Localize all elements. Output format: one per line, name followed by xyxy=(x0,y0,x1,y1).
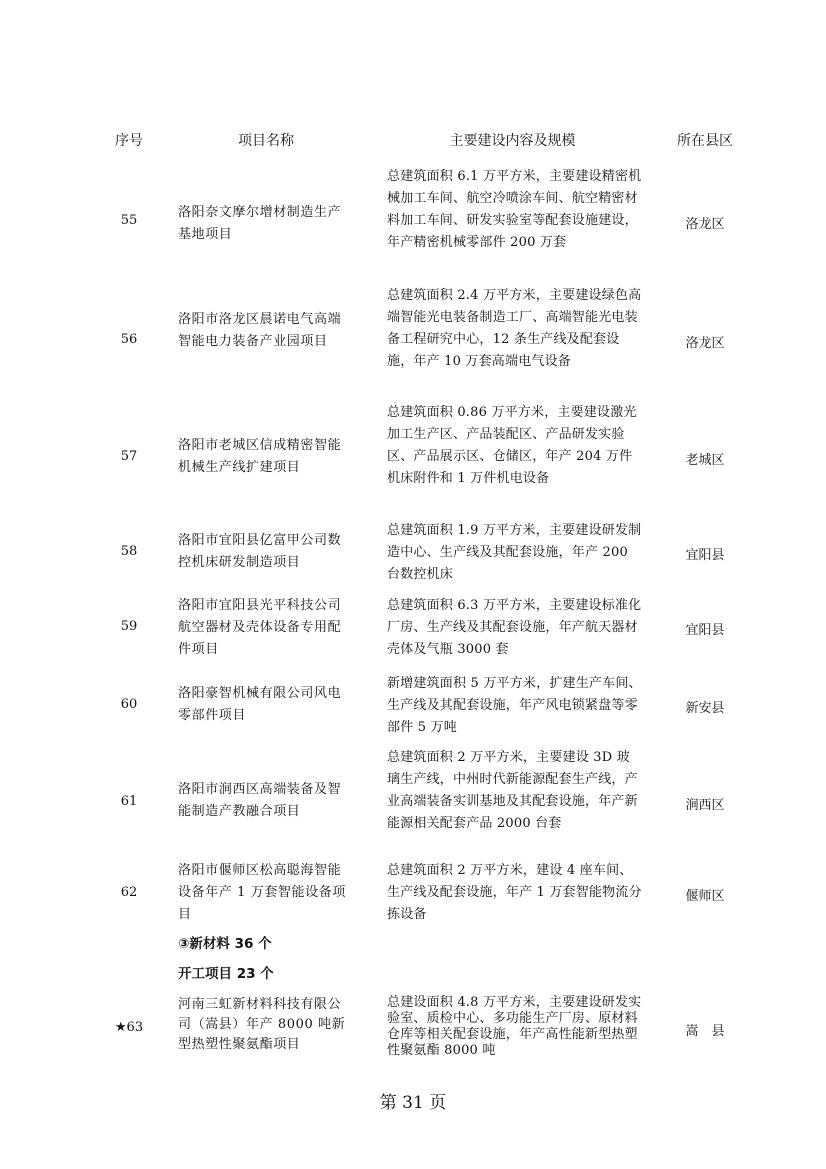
row-no: 59 xyxy=(120,619,138,634)
row-no: ★63 xyxy=(114,1020,144,1035)
row-no: 60 xyxy=(120,697,138,712)
row-county: 宜阳县 xyxy=(685,623,725,638)
row-no: 61 xyxy=(120,794,138,809)
row-no: 55 xyxy=(120,213,138,228)
row-content: 新增建筑面积 5 万平方米，扩建生产车间、生产线及其配套设施，年产风电锁紧盘等零部件 5 万吨 xyxy=(387,676,642,735)
row-county: 新安县 xyxy=(685,701,725,716)
row-content: 总建设面积 4.8 万平方米，主要建设研发实验室、质检中心、多功能生产厂房、原材料仓库等相关配套设施，年产高性能新型热塑性聚氨酯 8000 吨 xyxy=(387,995,642,1058)
header-name: 项目名称 xyxy=(238,133,294,149)
row-name: 洛阳市偃师区松高聪海智能设备年产 1 万套智能设备项目 xyxy=(178,863,346,922)
row-name: 洛阳豪智机械有限公司风电零部件项目 xyxy=(178,686,342,723)
row-no: 62 xyxy=(120,885,138,900)
row-content: 总建筑面积 6.1 万平方米，主要建设精密机械加工车间、航空冷喷涂车间、航空精密材料加工车间、研发实验室等配套设施建设，年产精密机械零部件 200 万套 xyxy=(387,169,642,250)
row-content: 总建筑面积 2.4 万平方米，主要建设绿色高端智能光电装备制造工厂、高端智能光电装备工程研究中心，12 条生产线及配套设施，年产 10 万套高端电气设备 xyxy=(387,288,642,369)
row-county: 宜阳县 xyxy=(685,548,725,563)
row-content: 总建筑面积 2 万平方米，主要建设 3D 玻璃生产线，中州时代新能源配套生产线，产业高端装备实训基地及其配套设施，年产新能源相关配套产品 2000 台套 xyxy=(387,750,638,831)
row-content: 总建筑面积 2 万平方米，建设 4 座车间、生产线及配套设施，年产 1 万套智能物流分拣设备 xyxy=(387,863,642,922)
row-name: 洛阳市老城区信成精密智能机械生产线扩建项目 xyxy=(178,438,342,475)
header-county: 所在县区 xyxy=(677,133,733,149)
row-content: 总建筑面积 6.3 万平方米，主要建设标准化厂房、生产线及其配套设施，年产航天器材壳体及气瓶 3000 套 xyxy=(387,598,642,657)
row-no: 58 xyxy=(120,544,138,559)
row-county: 老城区 xyxy=(685,453,725,468)
row-county: 洛龙区 xyxy=(685,336,725,351)
row-name: 洛阳市宜阳县光平科技公司航空器材及壳体设备专用配件项目 xyxy=(178,598,342,657)
row-content: 总建筑面积 1.9 万平方米，主要建设研发制造中心、生产线及其配套设施，年产 200 台数控机床 xyxy=(387,523,642,582)
row-no: 56 xyxy=(120,332,138,347)
row-name: 河南三虹新材料科技有限公司（嵩县）年产 8000 吨新型热塑性聚氨酯项目 xyxy=(178,997,346,1052)
row-name: 洛阳市宜阳县亿富甲公司数控机床研发制造项目 xyxy=(178,533,342,570)
row-county: 嵩 县 xyxy=(685,1024,725,1039)
row-county: 涧西区 xyxy=(685,798,725,813)
row-name: 洛阳奈文摩尔增材制造生产基地项目 xyxy=(178,205,342,242)
row-county: 偃师区 xyxy=(685,889,725,904)
row-no: 57 xyxy=(120,449,138,464)
row-name: 洛阳市洛龙区晨诺电气高端智能电力装备产业园项目 xyxy=(178,312,342,349)
section-heading-started-projects: 开工项目 23 个 xyxy=(178,966,274,982)
row-name: 洛阳市涧西区高端装备及智能制造产教融合项目 xyxy=(178,782,342,819)
header-content: 主要建设内容及规模 xyxy=(449,133,576,149)
row-county: 洛龙区 xyxy=(685,217,725,232)
table-header xyxy=(0,130,826,152)
page-number: 第 31 页 xyxy=(379,1093,447,1113)
section-heading-new-materials: ③新材料 36 个 xyxy=(178,936,272,952)
row-content: 总建筑面积 0.86 万平方米，主要建设激光加工生产区、产品装配区、产品研发实验区、产品展示区、仓储区，年产 204 万件机床附件和 1 万件机电设备 xyxy=(387,405,637,486)
header-no: 序号 xyxy=(115,133,143,149)
